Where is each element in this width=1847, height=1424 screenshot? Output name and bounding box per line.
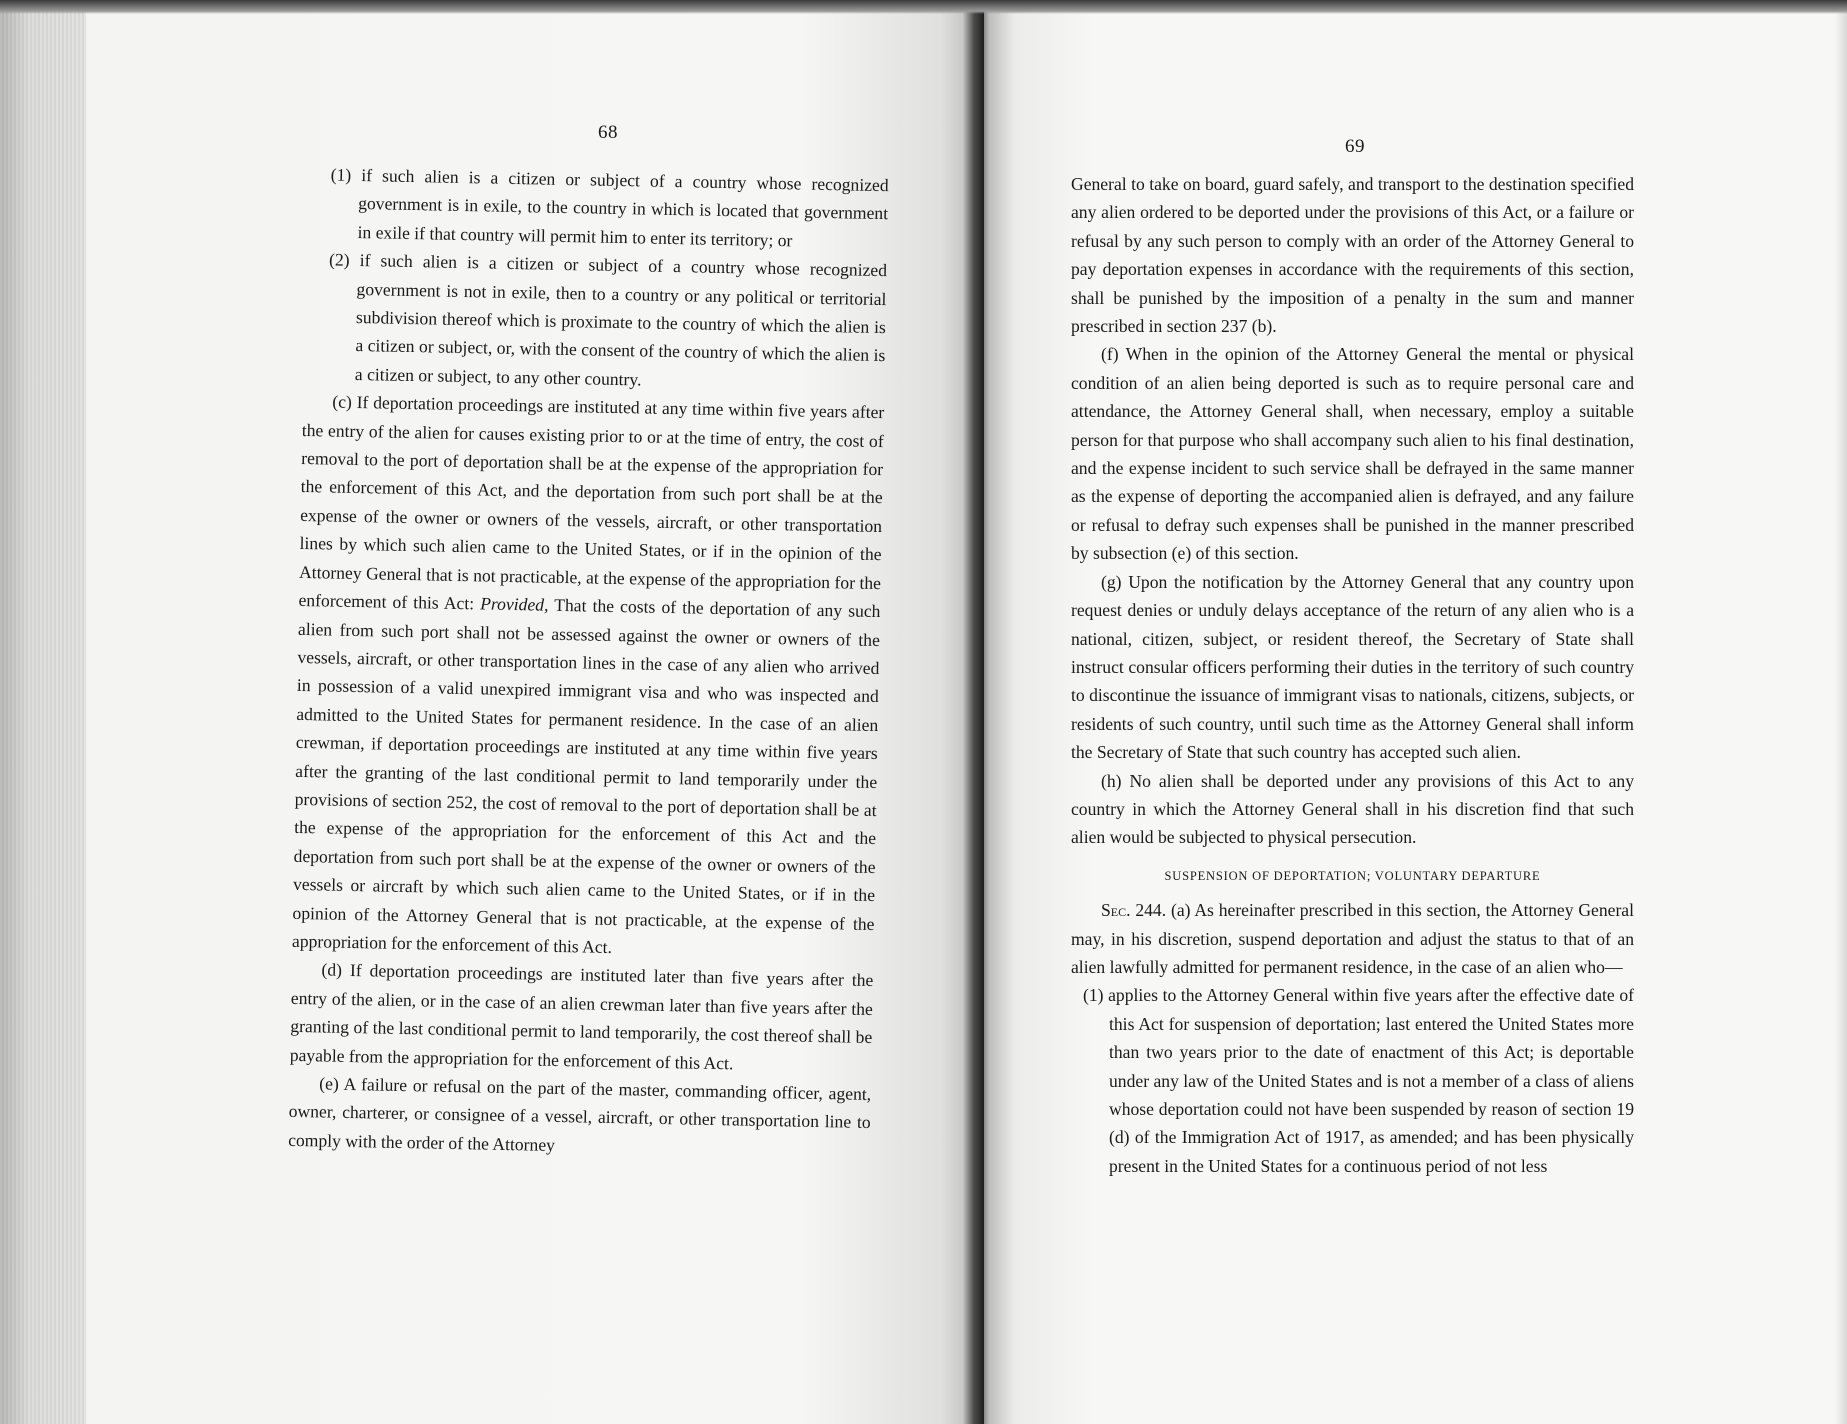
paragraph bbox=[1071, 170, 1634, 340]
paragraph-text-tail: That the costs of the deportation of any such alien from such port shall not be assessed against the owner or owners of the vessels, aircraft, or other transportation lines in the case of any alien who arrived in possession of a valid unexpired immigrant visa and who was inspected and admitted to the United States for permanent residence. In the case of an alien crewman, if deportation proceedings are instituted at any time within five years after the granting of the last conditional permit to land temporarily under the provisions of section 252, the cost of removal to the port of deportation shall be at the expense of the appropriation for the enforcement of this Act and the deportation from such port shall be at the expense of the owner or owners of the vessels or aircraft by which such alien came to the United States, or if in the opinion of the Attorney General that is not practicable, at the expense of the appropriation for the enforcement of this Act. bbox=[291, 594, 881, 957]
left-page-text bbox=[288, 160, 889, 1165]
paragraph-text: (h) No alien shall be deported under any provisions of this Act to any country in which the Attorney General shall in his discretion find that such alien would be subjected to physical persecution. bbox=[1071, 770, 1634, 848]
paragraph bbox=[303, 245, 888, 398]
right-page-text bbox=[1071, 170, 1634, 1180]
paragraph bbox=[292, 387, 885, 966]
paragraph-text: (d) If deportation proceedings are instituted later than five years after the entry of the alien, or in the case of an alien crewman later than five years after the granting of the last conditional permit to land temporarily, the cost thereof shall be payable from the appropriation for the enforcement of this Act. bbox=[289, 959, 874, 1073]
paragraph-text: (1) applies to the Attorney General within five years after the effective date of this Act for suspension of deportation; last entered the United States more than two years prior to the date of enactment of this Act; is deportable under any law of the United States and is not a member of a class of aliens whose deportation could not have been suspended by reason of section 19 (d) of the Immigration Act of 1917, as amended; and has been physically present in the United States for a continuous period of not less bbox=[1083, 985, 1634, 1176]
paragraph-text: (g) Upon the notification by the Attorney General that any country upon request denies or unduly delays acceptance of the return of any alien who is a national, citizen, subject, or resident thereof, the Secretary of State shall instruct consular officers performing their duties in the territory of such country to discontinue the issuance of immigrant visas to nationals, citizens, subjects, or residents of such country, until such time as the Attorney General shall inform the Secretary of State that such country has accepted such alien. bbox=[1071, 571, 1634, 763]
paragraph-text: SUSPENSION OF DEPORTATION; VOLUNTARY DEPARTURE bbox=[1164, 868, 1541, 883]
paragraph-text: (2) if such alien is a citizen or subject of a country whose recognized government is not in exile, then to a country or any political or territorial subdivision thereof which is proximate to the country of which the alien is a citizen or subject, or, with the consent of the country of which the alien is a citizen or subject, to any other country. bbox=[328, 249, 888, 390]
paragraph-text: (a) As hereinafter prescribed in this section, the Attorney General may, in his discretion, suspend deportation and adjust the status to that of an alien lawfully admitted for permanent residence, in the case of an alien who— bbox=[1071, 900, 1634, 977]
paragraph-text: General to take on board, guard safely, and transport to the destination specified any alien ordered to be deported under the provisions of this Act, or a failure or refusal by any such person to comply with an order of the Attorney General to pay deportation expenses in accordance with the requirements of this section, shall be punished by the imposition of a penalty in the sum and manner prescribed in section 237 (b). bbox=[1071, 174, 1634, 337]
paragraph bbox=[1071, 981, 1634, 1180]
book-gutter bbox=[962, 0, 984, 1424]
paragraph-text: (e) A failure or refusal on the part of the master, commanding officer, agent, owner, charterer, or consignee of a vessel, aircraft, or other transportation line to comply with the order of the Attorney bbox=[287, 1073, 872, 1155]
paragraph-text: (f) When in the opinion of the Attorney General the mental or physical condition of an alien being deported is such as to require personal care and attendance, the Attorney General shall, when necessary, employ a suitable person for that purpose who shall accompany such alien to his final destination, and the expense incident to such service shall be defrayed in the same manner as the expense of deporting the accompanied alien is defrayed, and any failure or refusal to defray such expenses shall be punished in the manner prescribed by subsection (e) of this section. bbox=[1071, 344, 1634, 564]
paragraph-text: (1) if such alien is a citizen or subject of a country whose recognized government is in exile, to the country in which is located that government in exile if that country will permit him to enter its territory; or bbox=[330, 164, 889, 251]
paragraph bbox=[305, 160, 889, 256]
paragraph-text: (c) If deportation proceedings are instituted at any time within five years after the entry of the alien for causes existing prior to or at the time of entry, the cost of removal to the port of deportation shall be at the expense of the appropriation for the enforcement of this Act, and the deportation from such port shall be at the expense of the owner or owners of the vessels, aircraft, or other transportation lines by which such alien came to the United States, or if in the opinion of the Attorney General that is not practicable, at the expense of the appropriation for the enforcement of this Act: bbox=[298, 391, 885, 614]
page-edges bbox=[0, 0, 86, 1424]
section-number: Sec. 244. bbox=[1101, 900, 1167, 921]
paragraph bbox=[1071, 340, 1634, 567]
paragraph bbox=[290, 955, 874, 1080]
page-number-left: 68 bbox=[598, 122, 618, 143]
paragraph bbox=[288, 1069, 872, 1165]
page-number-right: 69 bbox=[1345, 136, 1365, 157]
paragraph bbox=[1071, 896, 1634, 981]
italic-proviso: Provided, bbox=[480, 593, 549, 615]
section-heading bbox=[1071, 862, 1634, 890]
paragraph bbox=[1071, 568, 1634, 767]
top-shadow bbox=[0, 0, 1847, 14]
paragraph bbox=[1071, 767, 1634, 852]
